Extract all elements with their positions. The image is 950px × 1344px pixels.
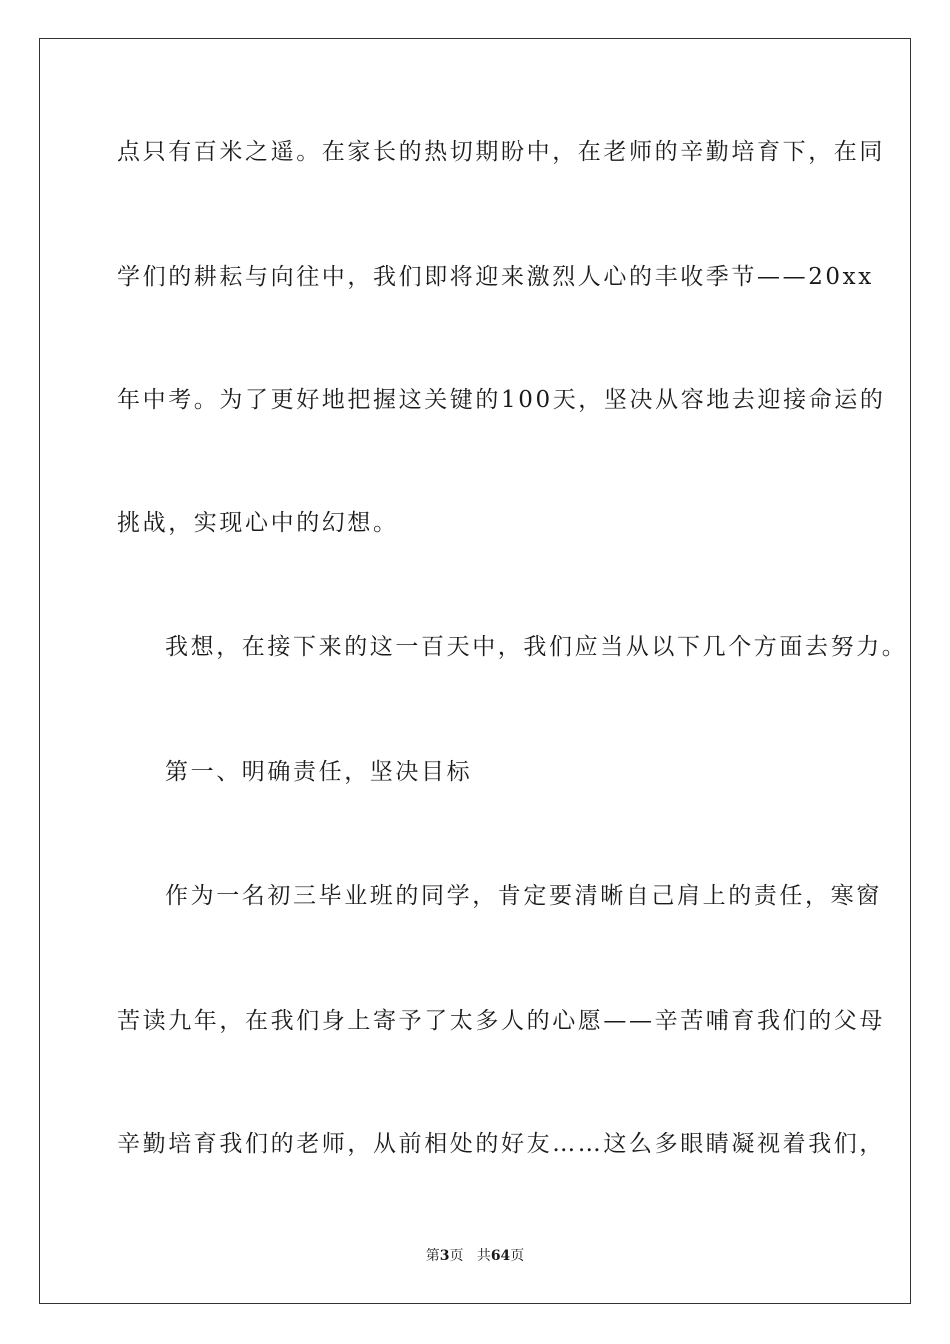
page-footer	[0, 1246, 950, 1266]
footer-page-number: 3	[439, 1248, 450, 1264]
body-line-8: 苦读九年，在我们身上寄予了太多人的心愿——辛苦哺育我们的父母	[117, 1008, 885, 1034]
footer-page-suffix: 页	[449, 1248, 464, 1264]
footer-total-suffix: 页	[510, 1248, 525, 1264]
body-line-3: 年中考。为了更好地把握这关键的100天，坚决从容地去迎接命运的	[117, 387, 886, 413]
body-line-7: 作为一名初三毕业班的同学，肯定要清晰自己肩上的责任，寒窗	[165, 883, 882, 909]
footer-page-prefix: 第	[425, 1248, 440, 1264]
footer-total-prefix: 共	[476, 1248, 491, 1264]
section-heading: 第一、明确责任，坚决目标	[165, 759, 473, 785]
body-line-1: 点只有百米之遥。在家长的热切期盼中，在老师的辛勤培育下，在同	[117, 139, 885, 165]
body-line-4: 挑战，实现心中的幻想。	[117, 510, 399, 536]
body-line-2: 学们的耕耘与向往中，我们即将迎来激烈人心的丰收季节——20xx	[117, 264, 874, 290]
body-line-5: 我想，在接下来的这一百天中，我们应当从以下几个方面去努力。	[165, 634, 908, 660]
footer-total-pages: 64	[490, 1248, 511, 1264]
body-line-9: 辛勤培育我们的老师，从前相处的好友……这么多眼睛凝视着我们，	[117, 1131, 885, 1157]
page-border	[39, 38, 911, 1304]
